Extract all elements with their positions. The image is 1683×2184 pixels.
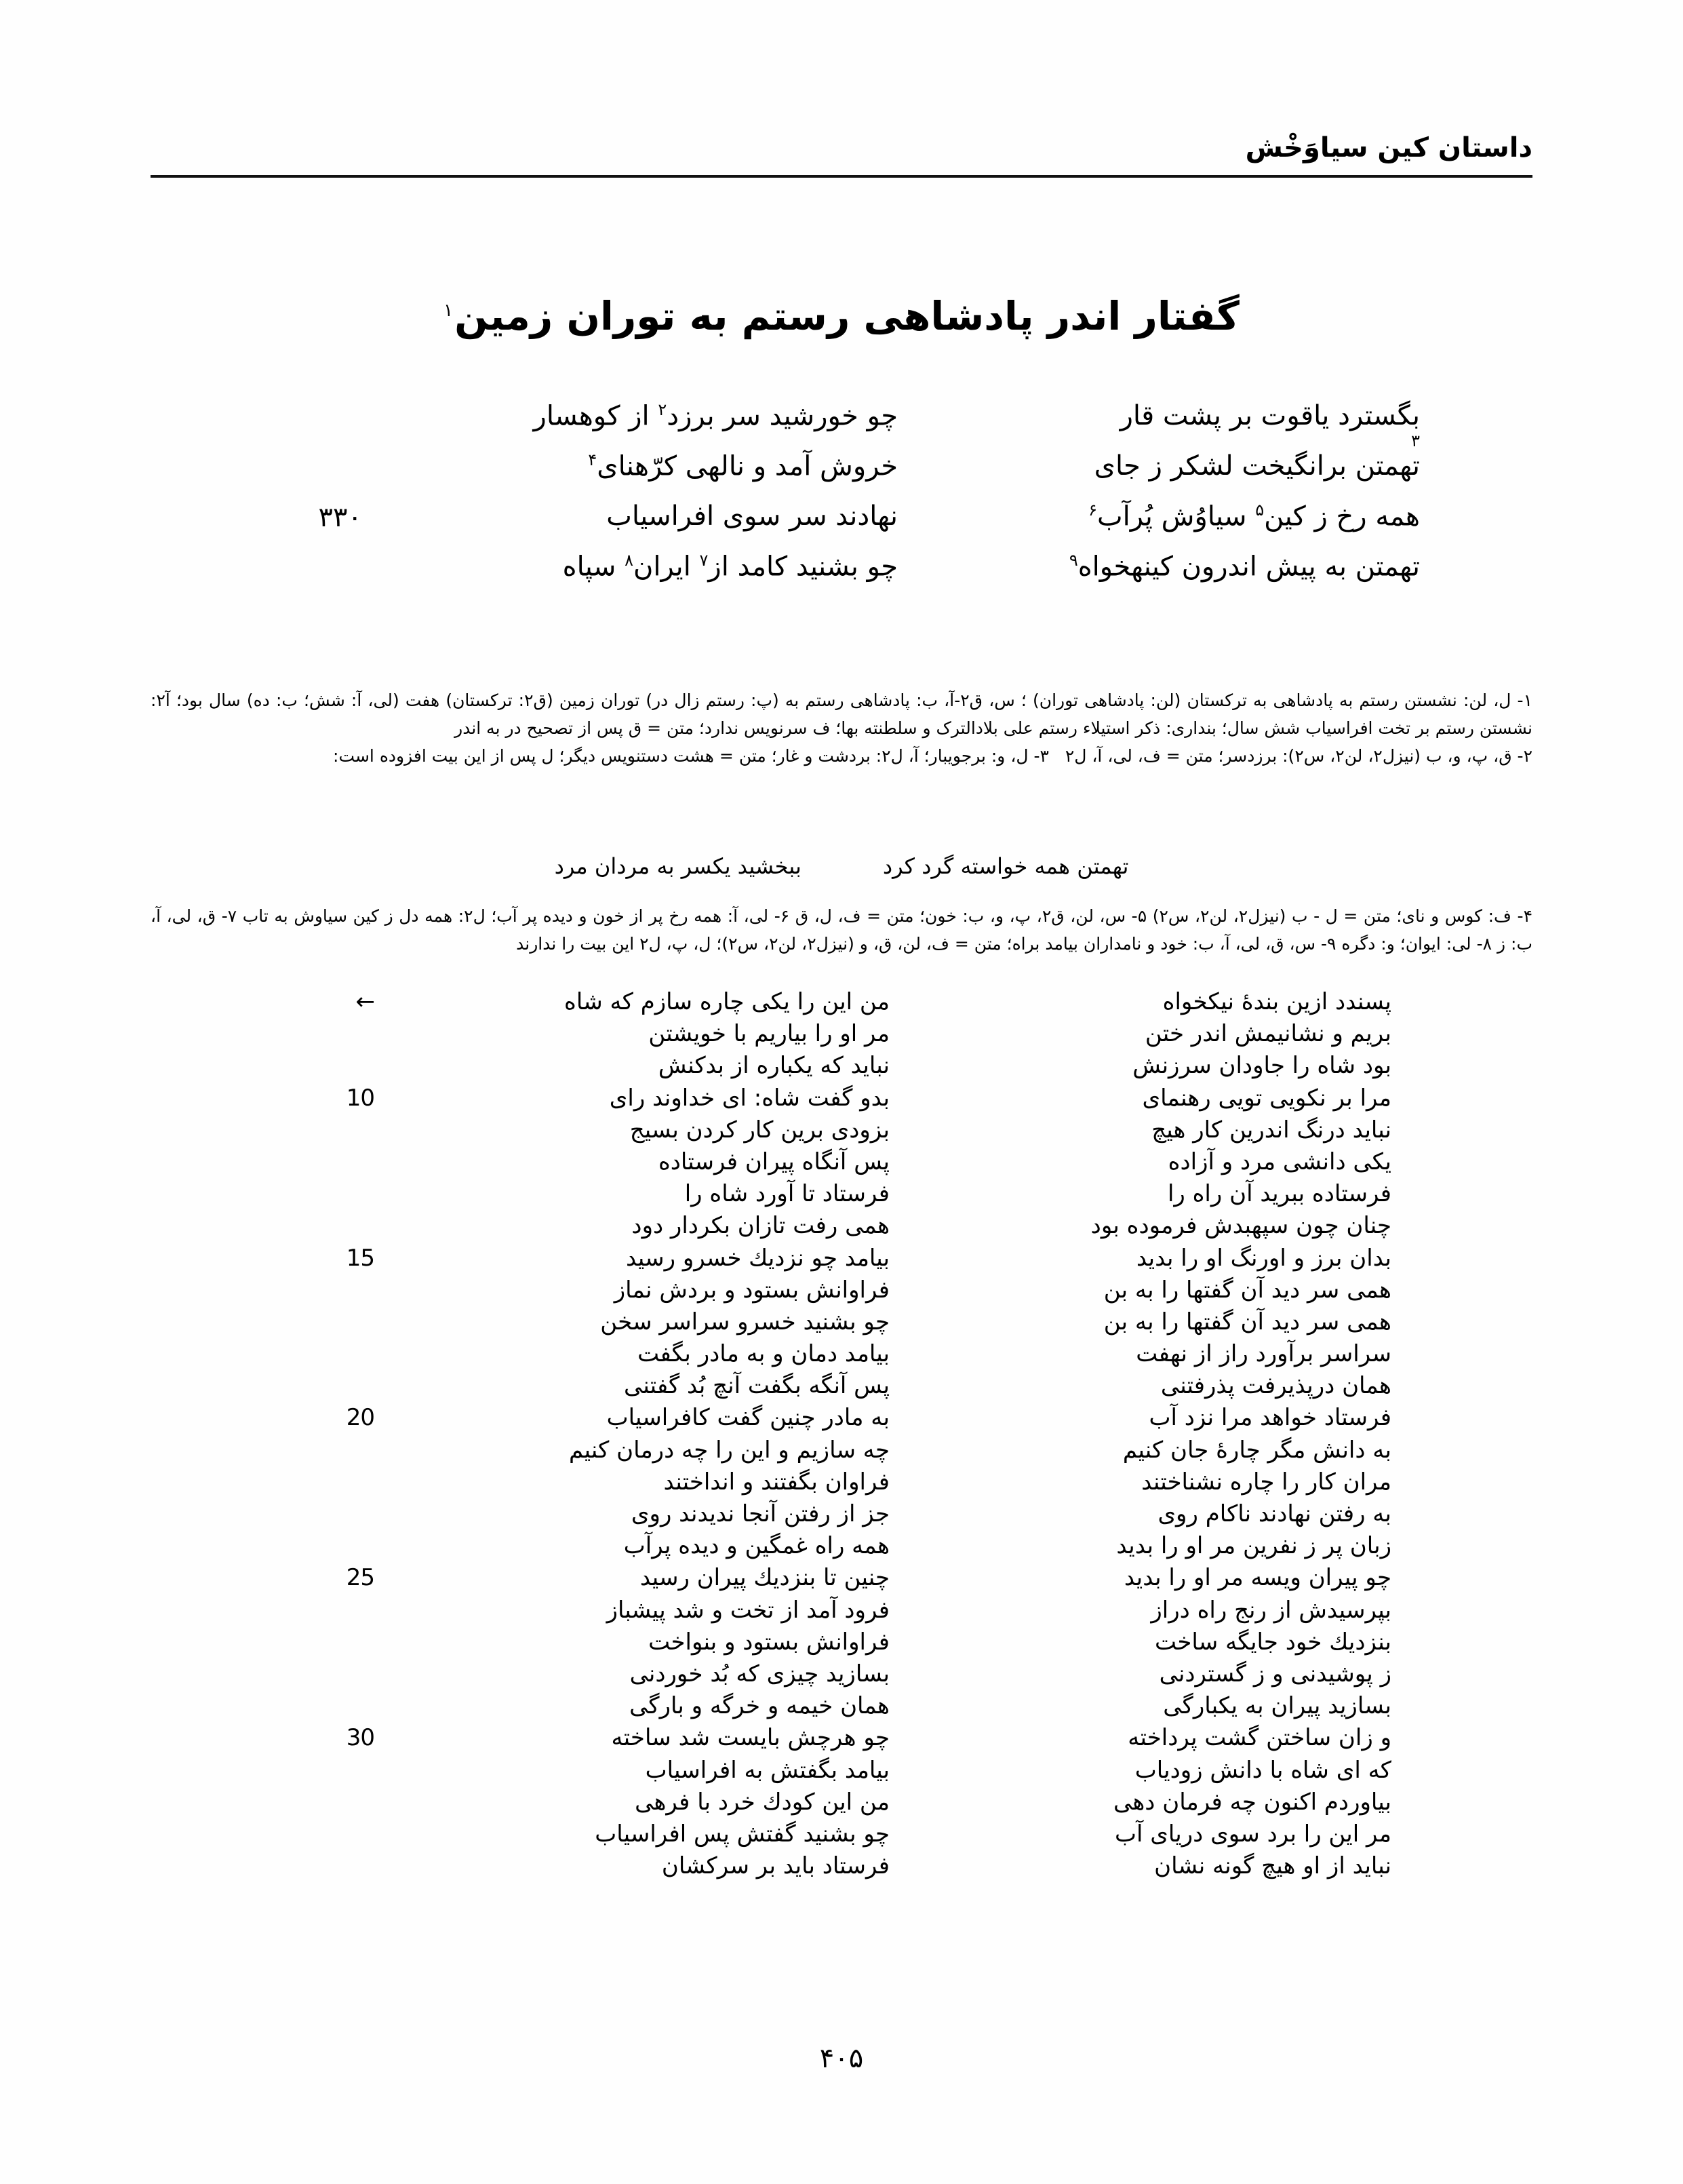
hemistich-right bbox=[362, 449, 898, 482]
poem-row bbox=[293, 1787, 1391, 1819]
poem-row bbox=[293, 1851, 1391, 1883]
footnote-marker: ۵ bbox=[1255, 501, 1265, 520]
poem-hemistich-right: فراوانش بستود و بردش نماز bbox=[614, 1276, 890, 1304]
poem-hemistich-right: چه سازیم و این را چه درمان کنیم bbox=[568, 1436, 890, 1464]
hemistich-left bbox=[898, 549, 1420, 582]
hemistich-right bbox=[362, 399, 898, 431]
poem-line-number bbox=[293, 1851, 374, 1883]
poem-line-number: 25 bbox=[346, 1564, 374, 1592]
critical-apparatus bbox=[151, 686, 1532, 770]
poem-hemistich-right: بیامد بگفتش به افراسیاب bbox=[645, 1756, 890, 1784]
poem-row bbox=[293, 1243, 1391, 1275]
poem-hemistich-left: ز پوشیدنی و ز گستردنی bbox=[1159, 1660, 1391, 1688]
poem-row bbox=[293, 987, 1391, 1019]
poem-row bbox=[293, 1595, 1391, 1627]
poem-row bbox=[293, 1403, 1391, 1435]
poem-hemistich-left: مران کار را چاره نشناختند bbox=[1141, 1468, 1391, 1496]
footnote-marker: ٧ bbox=[699, 551, 709, 570]
poem-hemistich-right: فرود آمد از تخت و شد پیشباز bbox=[606, 1596, 890, 1624]
poem-hemistich-right: من این کودك خرد با فرهی bbox=[635, 1788, 890, 1816]
hemistich-left-text: همه رخ ز کین bbox=[1264, 501, 1420, 532]
poem-hemistich-right: پس آنگه بگفت آنچ بُد گفتنی bbox=[624, 1372, 890, 1400]
poem-hemistich-left: پسندد ازین بندهٔ نیکخواه bbox=[1162, 988, 1391, 1015]
poem-row bbox=[293, 1819, 1391, 1851]
poem-hemistich-left: بریم و نشانیمش اندر ختن bbox=[1145, 1020, 1391, 1048]
poem-hemistich-right: به مادر چنین گفت کافراسیاب bbox=[606, 1404, 890, 1432]
poem-row bbox=[293, 1563, 1391, 1595]
verse-number bbox=[289, 549, 362, 552]
poem-hemistich-right: جز از رفتن آنجا ندیدند روی bbox=[631, 1500, 890, 1527]
poem-line-number bbox=[293, 1115, 374, 1147]
poem-hemistich-right: چو بشنید خسرو سراسر سخن bbox=[600, 1308, 890, 1335]
poem-row bbox=[293, 1531, 1391, 1563]
poem-hemistich-left: همی سر دید آن گفتها را به بن bbox=[1103, 1276, 1391, 1304]
poem-line-number bbox=[293, 1531, 374, 1563]
poem-row bbox=[293, 1339, 1391, 1371]
poem-row bbox=[293, 1371, 1391, 1403]
poem-line-number bbox=[293, 1275, 374, 1307]
poem-line-number bbox=[293, 1787, 374, 1819]
poem-hemistich-right: چنین تا بنزدیك پیران رسید bbox=[639, 1564, 890, 1592]
page-number: ۴۰۵ bbox=[819, 2043, 864, 2074]
critical-apparatus-continued bbox=[151, 902, 1532, 958]
couplet bbox=[260, 499, 1420, 549]
running-header bbox=[151, 134, 1532, 182]
poem-row bbox=[293, 1147, 1391, 1179]
poem-hemistich-right: همه راه غمگین و دیده پرآب bbox=[623, 1532, 890, 1560]
poem-hemistich-right: بیامد دمان و به مادر بگفت bbox=[637, 1340, 890, 1368]
hemistich-right bbox=[362, 549, 898, 582]
hemistich-right-text: چو خورشید سر برزد bbox=[667, 400, 898, 432]
poem-hemistich-left: زبان پر ز نفرین مر او را بدید bbox=[1116, 1532, 1391, 1560]
poem-hemistich-right: بسازید چیزی که بُد خوردنی bbox=[629, 1660, 890, 1688]
poem-row bbox=[293, 1179, 1391, 1211]
footnote-marker: ٢ bbox=[658, 400, 667, 419]
poem-hemistich-right: فراوان بگفتند و انداختند bbox=[663, 1468, 890, 1496]
poem-hemistich-left: چنان چون سپهبدش فرموده بود bbox=[1090, 1212, 1391, 1240]
hemistich-right-tail2: سپاه bbox=[562, 551, 616, 583]
poem-hemistich-left: نباید از او هیچ گونه نشان bbox=[1154, 1852, 1391, 1880]
poem-hemistich-right: پس آنگاه پیران فرستاده bbox=[658, 1148, 890, 1175]
poem-hemistich-left: همان درپذیرفت پذرفتنی bbox=[1160, 1372, 1391, 1400]
poem-line-number bbox=[293, 1019, 374, 1051]
poem-hemistich-right: مر او را بیاریم با خویشتن bbox=[648, 1020, 890, 1048]
poem-hemistich-left: بپرسیدش از رنج راه دراز bbox=[1151, 1596, 1391, 1624]
hemistich-right-tail: ایران bbox=[633, 551, 691, 583]
poem-hemistich-left: فرستاد خواهد مرا نزد آب bbox=[1149, 1404, 1391, 1432]
poem-line-number bbox=[293, 1435, 374, 1467]
poem-hemistich-left: مرا بر نکویی تویی رهنمای bbox=[1142, 1084, 1391, 1112]
poem-line-number bbox=[293, 1499, 374, 1531]
poem-row bbox=[293, 1019, 1391, 1051]
poem-row bbox=[293, 1627, 1391, 1659]
verse-number: ٣٣٠ bbox=[318, 502, 362, 533]
poem-hemistich-left: چو پیران ویسه مر او را بدید bbox=[1124, 1564, 1391, 1592]
poem-row bbox=[293, 1275, 1391, 1307]
poem-row bbox=[293, 1435, 1391, 1467]
poem-hemistich-right: بیامد چو نزدیك خسرو رسید bbox=[626, 1244, 890, 1272]
apparatus-note-4-9: ۴- ف: کوس و نای؛ متن = ل - ب (نیزل٢، لن٢، س٢) ۵- س، لن، ق٢، پ، و، ب: خون؛ متن = ف، ل، ق ۶- لی، آ: همه رخ پر از خون و دیده پر آب؛ ل٢: همه دل ز کین سیاوش به تاب ٧- ق، لی، آ، ب: ز ٨- لی: ایوان؛ و: دگره ٩- س، ق، لی، آ، ب: خود و نامداران بیامد براه؛ متن = ف، لن، ق، و (نیزل٢، لن٢، س٢)؛ ل، پ، ل٢ این بیت را ندارند bbox=[151, 906, 1532, 954]
poem-line-number bbox=[293, 1307, 374, 1339]
poem-row bbox=[293, 1723, 1391, 1755]
poem-hemistich-right: فراوانش بستود و بنواخت bbox=[648, 1628, 890, 1656]
poem-hemistich-right: چو بشنید گفتش پس افراسیاب bbox=[595, 1820, 890, 1848]
poem-hemistich-left: مر این را برد سوی دریای آب bbox=[1115, 1820, 1391, 1848]
poem-hemistich-left: بیاوردم اکنون چه فرمان دهی bbox=[1113, 1788, 1391, 1816]
poem-hemistich-right: همان خیمه و خرگه و بارگی bbox=[629, 1692, 890, 1720]
poem-hemistich-left: یکی دانشی مرد و آزاده bbox=[1168, 1148, 1391, 1175]
poem-hemistich-left: بنزدیك خود جایگه ساخت bbox=[1155, 1628, 1391, 1656]
apparatus-note-3: ٣- ل، و: برجویبار؛ آ، ل٢: بردشت و غار؛ متن = هشت دستنویس دیگر؛ ل پس از این بیت افزوده است: bbox=[333, 746, 1049, 766]
hemistich-left-text: تهمتن برانگیخت لشکر ز جای bbox=[1094, 450, 1420, 482]
poem-hemistich-left: بدان برز و اورنگ او را بدید bbox=[1136, 1244, 1391, 1272]
poem-row bbox=[293, 1307, 1391, 1339]
poem-row bbox=[293, 1499, 1391, 1531]
poem-line-number: 30 bbox=[346, 1724, 374, 1752]
poem-hemistich-left: بود شاه را جاودان سرزنش bbox=[1132, 1052, 1391, 1080]
header-rule bbox=[151, 175, 1532, 178]
couplet bbox=[260, 549, 1420, 600]
hemistich-right-text: خروش آمد و نالهی کرّهنای bbox=[597, 450, 898, 482]
hemistich-left-tail: سیاوُش پُرآب bbox=[1096, 501, 1247, 532]
hemistich-right-text: چو بشنید کامد از bbox=[708, 551, 898, 583]
couplet bbox=[260, 399, 1420, 449]
footnote-marker: ۴ bbox=[588, 450, 597, 469]
footnote-marker: ٨ bbox=[625, 551, 633, 570]
poem-hemistich-left: سراسر برآورد راز از نهفت bbox=[1136, 1340, 1391, 1368]
poem-hemistich-right: همی رفت تازان بکردار دود bbox=[631, 1212, 890, 1240]
poem-hemistich-right: نباید که یکباره از بدکنش bbox=[658, 1052, 890, 1080]
poem-line-number bbox=[293, 1051, 374, 1083]
poem-hemistich-left: به رفتن نهادند ناکام روی bbox=[1157, 1500, 1391, 1527]
poem-line-number: 15 bbox=[346, 1244, 374, 1272]
couplet bbox=[260, 449, 1420, 499]
poem-hemistich-left: بسازید پیران به یکبارگی bbox=[1163, 1692, 1391, 1720]
poem-line-number bbox=[293, 1467, 374, 1499]
poem-hemistich-left: همی سر دید آن گفتها را به بن bbox=[1103, 1308, 1391, 1335]
poem-hemistich-right: فرستاد تا آورد شاه را bbox=[684, 1180, 890, 1208]
verse-block-top bbox=[260, 399, 1420, 600]
apparatus-note-1: ١- ل، لن: نشستن رستم به پادشاهی به ترکستان (لن: پادشاهی توران) ؛ س، ق٢-آ، ب: پادشاهی رستم به (پ: رستم زال در) توران زمین (ق٢: ترکستان) هفت (لی، آ: شش؛ ب: ده) سال بود؛ آ٢: نشستن رستم بر تخت افراسیاب شش سال؛ بنداری: ذکر استیلاء رستم علی بلادالترک و سلطنته بها؛ ف سرنویس ندارد؛ متن = ق پس از تصحیح در به اندر bbox=[151, 690, 1533, 738]
hemistich-right-text: نهادند سر سوی افراسیاب bbox=[606, 501, 898, 532]
apparatus-note-2-3 bbox=[151, 742, 1532, 770]
hemistich-left bbox=[898, 499, 1420, 532]
poem-hemistich-left: فرستاده ببرید آن راه را bbox=[1167, 1180, 1391, 1208]
poem-hemistich-right: چو هرچش بایست شد ساخته bbox=[611, 1724, 890, 1752]
poem-hemistich-right: من این را یکی چاره سازم که شاه bbox=[564, 988, 890, 1015]
apparatus-note-2: ٢- ق، پ، و، ب (نیزل٢، لن٢، س٢): برزدسر؛ متن = ف، لی، آ، ل٢ bbox=[1065, 746, 1532, 766]
poem-line-number: 10 bbox=[346, 1084, 374, 1112]
running-header-title: داستان کین سیاوَخْش bbox=[1245, 132, 1532, 163]
poem-line-number bbox=[293, 1819, 374, 1851]
poem-hemistich-left: نباید درنگ اندرین کار هیچ bbox=[1151, 1116, 1391, 1144]
poem-line-number bbox=[293, 1179, 374, 1211]
poem-line-number bbox=[293, 1147, 374, 1179]
poem-hemistich-right: فرستاد باید بر سرکشان bbox=[661, 1852, 890, 1880]
poem-row bbox=[293, 1467, 1391, 1499]
chapter-title-footnote-marker: ١ bbox=[443, 300, 454, 321]
poem-body bbox=[293, 987, 1391, 1883]
poem-hemistich-left: و زان ساختن گشت پرداخته bbox=[1128, 1724, 1391, 1752]
footnote-marker: ٣ bbox=[1411, 431, 1420, 450]
chapter-title-text: گفتار اندر پادشاهی رستم به توران زمین bbox=[454, 293, 1240, 339]
inserted-hemistich-right: تهمتن همه خواسته گرد کرد bbox=[882, 853, 1129, 879]
poem-row bbox=[293, 1659, 1391, 1691]
hemistich-right-tail: از کوهسار bbox=[533, 400, 650, 432]
poem-line-number bbox=[293, 1371, 374, 1403]
hemistich-right bbox=[362, 499, 898, 532]
poem-line-number bbox=[293, 1339, 374, 1371]
footnote-marker: ۶ bbox=[1088, 501, 1097, 520]
poem-line-number bbox=[293, 1595, 374, 1627]
verse-number bbox=[289, 449, 362, 452]
poem-row bbox=[293, 1115, 1391, 1147]
poem-row bbox=[293, 1083, 1391, 1115]
poem-row bbox=[293, 1691, 1391, 1723]
hemistich-left-text: بگسترد یاقوت بر پشت قار bbox=[1120, 400, 1420, 431]
poem-row bbox=[293, 1211, 1391, 1243]
poem-line-number: 20 bbox=[346, 1404, 374, 1432]
hemistich-left bbox=[898, 449, 1420, 482]
poem-line-number bbox=[293, 1627, 374, 1659]
poem-line-number bbox=[293, 1211, 374, 1243]
inserted-hemistich-left: ببخشید یکسر به مردان مرد bbox=[554, 853, 801, 879]
poem-row bbox=[293, 1051, 1391, 1083]
poem-line-number: ← bbox=[355, 988, 374, 1015]
verse-number bbox=[289, 399, 362, 402]
chapter-title bbox=[0, 293, 1683, 339]
poem-hemistich-left: که ای شاه با دانش زودیاب bbox=[1134, 1756, 1391, 1784]
poem-hemistich-right: بزودی برین کار کردن بسیج bbox=[629, 1116, 890, 1144]
hemistich-left-text: تهمتن به پیش اندرون کینهخواه bbox=[1077, 551, 1420, 583]
apparatus-inserted-verse bbox=[151, 853, 1532, 879]
poem-row bbox=[293, 1755, 1391, 1787]
footnote-marker: ٩ bbox=[1069, 551, 1078, 570]
poem-hemistich-right: بدو گفت شاه: ای خداوند رای bbox=[609, 1084, 890, 1112]
poem-hemistich-left: به دانش مگر چارهٔ جان کنیم bbox=[1122, 1436, 1391, 1464]
poem-line-number bbox=[293, 1659, 374, 1691]
poem-line-number bbox=[293, 1755, 374, 1787]
poem-line-number bbox=[293, 1691, 374, 1723]
